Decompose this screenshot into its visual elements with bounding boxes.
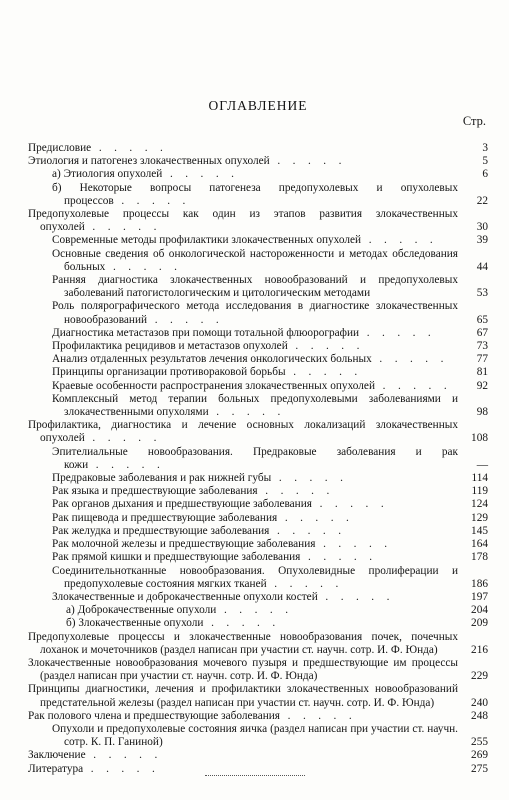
toc-entry[interactable]: [28, 525, 488, 538]
toc-entry[interactable]: [28, 472, 488, 485]
toc-entry[interactable]: [28, 353, 488, 366]
toc-entry-page: 77: [476, 353, 488, 366]
page-column-label: Стр.: [462, 114, 486, 128]
toc-entry[interactable]: [28, 565, 488, 591]
toc-entry-page: 204: [471, 604, 488, 617]
toc-entry-title: Профилактика рецидивов и метастазов опухолей . .: [52, 340, 360, 352]
toc-entry-title: а) Доброкачественные опухоли . .: [66, 604, 289, 616]
toc-entry[interactable]: [28, 763, 488, 776]
toc-entry-page: 129: [471, 511, 488, 524]
toc-entry-title: Рак прямой кишки и предшествующие заболевания . .: [52, 551, 373, 563]
toc-entry-page: 197: [471, 590, 488, 603]
toc-entry-title: Опухоли и предопухолевые состояния яичка (раздел написан при участии ст. научн. сотр. К. П. Ганиной): [52, 722, 458, 749]
toc-entry-title: Профилактика, диагностика и лечение основных локализаций злокачественных опухолей . .: [28, 419, 458, 444]
toc-entry-title: Принципы диагностики, лечения и профилактики злокачественных новообразований предстательной железы (раздел написан при участии ст. научн. сотр. И. Ф. Юнда): [28, 683, 458, 709]
toc-entry[interactable]: [28, 749, 488, 762]
toc-entry[interactable]: [28, 683, 488, 709]
toc-entry[interactable]: [28, 234, 488, 247]
toc-entry-title: Соединительнотканные новообразования. Опухолевидные пролиферации и предопухолевые состояния мягких тканей . .: [52, 565, 458, 590]
page-title: ОГЛАВЛЕНИЕ: [208, 98, 308, 113]
toc-entry-title: Предопухолевые процессы как один из этапов развития злокачественных опухолей . .: [28, 208, 458, 233]
toc-list: [28, 142, 488, 776]
toc-entry[interactable]: [28, 248, 488, 274]
toc-entry-page: 3: [482, 142, 488, 154]
toc-entry-title: Предисловие . .: [28, 142, 164, 154]
toc-entry[interactable]: [28, 723, 488, 749]
toc-entry-page: 186: [471, 577, 488, 590]
toc-entry-title: Рак языка и предшествующие заболевания . .: [52, 485, 330, 497]
toc-entry-title: б) Некоторые вопросы патогенеза предопухолевых и опухолевых процессов . .: [52, 182, 458, 207]
toc-entry-page: 164: [471, 538, 488, 551]
toc-entry-page: 73: [476, 340, 488, 353]
toc-entry-title: Краевые особенности распространения злокачественных опухолей . .: [52, 380, 448, 392]
toc-entry[interactable]: [28, 366, 488, 379]
toc-entry-page: 124: [471, 498, 488, 511]
toc-entry-page: 108: [471, 432, 488, 445]
toc-entry-title: Современные методы профилактики злокачественных опухолей . .: [52, 234, 434, 246]
toc-entry[interactable]: [28, 446, 488, 472]
toc-entry[interactable]: [28, 168, 488, 181]
toc-entry-page: 67: [476, 326, 488, 339]
toc-entry[interactable]: [28, 155, 488, 168]
toc-entry[interactable]: [28, 419, 488, 445]
toc-entry[interactable]: [28, 208, 488, 234]
toc-entry-page: 30: [476, 221, 488, 234]
toc-entry-title: Рак молочной железы и предшествующие заболевания . .: [52, 538, 388, 550]
toc-entry[interactable]: [28, 604, 488, 617]
toc-entry[interactable]: [28, 274, 488, 300]
toc-entry[interactable]: [28, 498, 488, 511]
toc-entry-title: Предраковые заболевания и рак нижней губы . .: [52, 472, 344, 484]
toc-entry-page: 216: [471, 643, 488, 656]
toc-entry-page: 255: [471, 736, 488, 749]
toc-entry-page: 145: [471, 524, 488, 537]
toc-entry[interactable]: [28, 512, 488, 525]
toc-entry-title: Злокачественные новообразования мочевого пузыря и предшествующие им процессы (раздел написан при участии ст. научн. сотр. И. Ф. Юнда): [28, 656, 458, 683]
toc-entry-page: 44: [476, 260, 488, 273]
toc-entry-title: Злокачественные и доброкачественные опухоли костей . .: [52, 591, 390, 603]
toc-entry-page: 275: [471, 762, 488, 775]
toc-entry-page: 229: [471, 670, 488, 683]
toc-entry-title: б) Злокачественные опухоли . .: [66, 617, 276, 629]
toc-entry-page: 92: [476, 379, 488, 392]
toc-entry[interactable]: [28, 340, 488, 353]
toc-entry[interactable]: [28, 710, 488, 723]
toc-entry-page: 81: [476, 366, 488, 379]
toc-entry-title: Комплексный метод терапии больных предопухолевыми заболеваниями и злокачественными опухолями . .: [52, 393, 458, 418]
toc-entry-page: 39: [476, 234, 488, 247]
toc-entry[interactable]: [28, 380, 488, 393]
toc-entry-page: 178: [471, 551, 488, 564]
toc-entry[interactable]: [28, 393, 488, 419]
toc-entry-page: 53: [476, 287, 488, 300]
toc-entry[interactable]: [28, 657, 488, 683]
toc-entry[interactable]: [28, 631, 488, 657]
toc-entry-title: Роль полярографического метода исследования в диагностике злокачественных новообразований . .: [52, 300, 458, 325]
toc-entry-page: 209: [471, 617, 488, 630]
toc-entry-page: 248: [471, 709, 488, 722]
toc-entry-title: Заключение . .: [28, 749, 158, 761]
toc-entry-title: Рак пищевода и предшествующие заболевания . .: [52, 512, 350, 524]
toc-entry[interactable]: [28, 142, 488, 155]
toc-entry[interactable]: [28, 300, 488, 326]
toc-entry-page: 240: [471, 696, 488, 709]
toc-entry-page: 269: [471, 749, 488, 762]
toc-entry-title: Этиология и патогенез злокачественных опухолей . .: [28, 155, 342, 167]
toc-entry-title: Анализ отдаленных результатов лечения онкологических больных . .: [52, 353, 444, 365]
toc-entry-page: 98: [476, 406, 488, 419]
toc-entry[interactable]: [28, 182, 488, 208]
footer-rule: [205, 775, 305, 777]
toc-entry[interactable]: [28, 591, 488, 604]
toc-entry-title: Рак полового члена и предшествующие заболевания . .: [28, 710, 353, 722]
toc-entry[interactable]: [28, 538, 488, 551]
toc-entry-title: Основные сведения об онкологической настороженности и методах обследования больных . .: [52, 248, 458, 273]
toc-entry-page: 114: [471, 472, 488, 485]
toc-entry-page: —: [476, 458, 488, 471]
toc-entry-title: а) Этиология опухолей . .: [52, 168, 235, 180]
toc-entry-title: Рак органов дыхания и предшествующие заболевания . .: [52, 498, 385, 510]
toc-entry-title: Диагностика метастазов при помощи тотальной флюорографии . .: [52, 327, 432, 339]
toc-entry-page: 5: [482, 155, 488, 168]
toc-entry-page: 119: [471, 485, 488, 498]
toc-entry[interactable]: [28, 617, 488, 630]
toc-entry-page: 65: [476, 313, 488, 326]
toc-entry-page: 22: [476, 194, 488, 207]
toc-entry-title: Эпителиальные новообразования. Предраковые заболевания и рак кожи . .: [52, 446, 458, 471]
toc-entry-title: Рак желудка и предшествующие заболевания . .: [52, 525, 342, 537]
toc-entry-title: Предопухолевые процессы и злокачественные новообразования почек, почечных лоханок и мочеточников (раздел написан при участии ст. научн. сотр. И. Ф. Юнда): [28, 630, 458, 656]
toc-entry[interactable]: [28, 551, 488, 564]
toc-entry[interactable]: [28, 485, 488, 498]
toc-entry-title: Принципы организации противораковой борьбы . .: [52, 366, 358, 378]
toc-entry-title: Литература . .: [28, 763, 156, 775]
toc-entry-page: 6: [482, 168, 488, 181]
toc-entry[interactable]: [28, 327, 488, 340]
toc-entry-title: Ранняя диагностика злокачественных новообразований и предопухолевых заболеваний патогистологическим и цитологическим методами: [52, 274, 458, 300]
